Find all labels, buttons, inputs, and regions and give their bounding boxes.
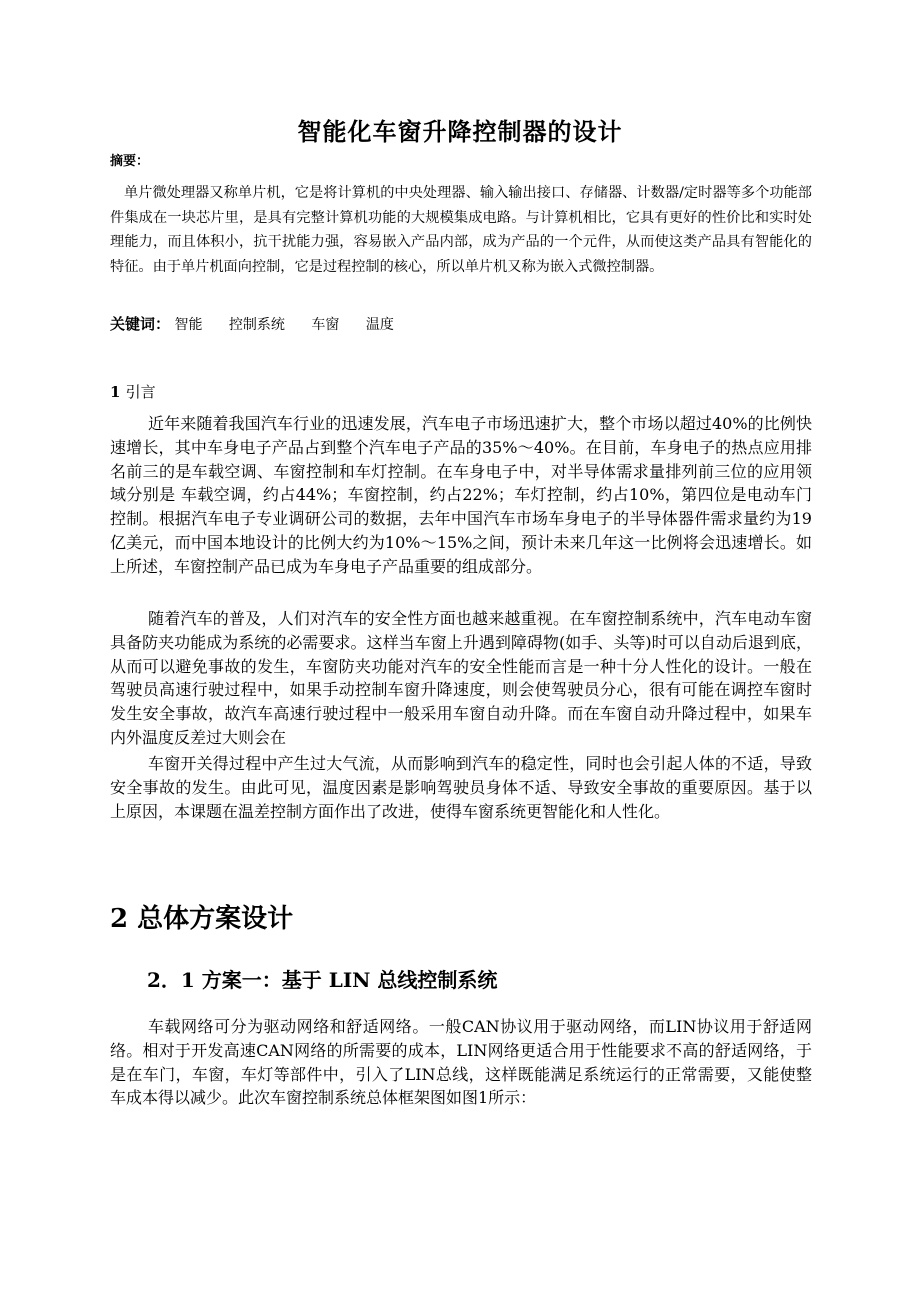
abstract-label: 摘要： — [110, 154, 150, 169]
section1-paragraph: 随着汽车的普及，人们对汽车的安全性方面也越来越重视。在车窗控制系统中，汽车电动车窗具备防夹功能成为系统的必需要求。这样当车窗上升遇到障碍物(如手、头等)时可以自动后退到底，从而可以避免事故的发生，车窗防夹功能对汽车的安全性能而言是一种十分人性化的设计。一般在驾驶员高速行驶过程中，如果手动控制车窗升降速度，则会使驾驶员分心，很有可能在调控车窗时发生安全事故，故汽车高速行驶过程中一般采用车窗自动升降。而在车窗自动升降过程中，如果车内外温度反差过大则会在 — [110, 609, 812, 747]
section2-heading: 2 总体方案设计 — [110, 904, 294, 934]
section2-1-paragraph: 车载网络可分为驱动网络和舒适网络。一般CAN协议用于驱动网络，而LIN协议用于舒适网络。相对于开发高速CAN网络的所需要的成本，LIN网络更适合用于性能要求不高的舒适网络，于是在车门，车窗，车灯等部件中，引入了LIN总线，这样既能满足系统运行的正常需要，又能使整车成本得以减少。此次车窗控制系统总体框架图如图1所示： — [110, 1017, 812, 1108]
section1-paragraph: 近年来随着我国汽车行业的迅速发展，汽车电子市场迅速扩大，整个市场以超过40%的比例快速增长，其中车身电子产品占到整个汽车电子产品的35%～40%。在目前，车身电子的热点应用排名前三的是车载空调、车窗控制和车灯控制。在车身电子中，对半导体需求量排列前三位的应用领域分别是 车载空调，约占44%；车窗控制，约占22%；车灯控制，约占10%，第四位是电动车门控制。根据汽车电子专业调研公司的数据，去年中国汽车市场车身电子的半导体器件需求量约为19亿美元，而中国本地设计的比例大约为10%～15%之间，预计未来几年这一比例将会迅速增长。如上所述，车窗控制产品已成为车身电子产品重要的组成部分。 — [110, 414, 812, 576]
keyword-item: 车窗 — [311, 317, 340, 333]
section1-number: 1 — [110, 383, 121, 401]
section1-paragraph: 车窗开关得过程中产生过大气流，从而影响到汽车的稳定性，同时也会引起人体的不适，导致安全事故的发生。由此可见，温度因素是影响驾驶员身体不适、导致安全事故的重要原因。基于以上原因，本课题在温差控制方面作出了改进，使得车窗系统更智能化和人性化。 — [110, 754, 812, 821]
keyword-item: 温度 — [365, 317, 394, 333]
keyword-item: 控制系统 — [228, 317, 285, 333]
section1-heading — [110, 381, 156, 402]
keywords-line — [110, 313, 416, 334]
keyword-item: 智能 — [174, 317, 203, 333]
abstract-text: 单片微处理器又称单片机，它是将计算机的中央处理器、输入输出接口、存储器、计数器/定时器等多个功能部件集成在一块芯片里，是具有完整计算机功能的大规模集成电路。与计算机相比，它具有更好的性价比和实时处理能力，而且体积小，抗干扰能力强，容易嵌入产品内部，成为产品的一个元件，从而使这类产品具有智能化的特征。由于单片机面向控制，它是过程控制的核心，所以单片机又称为嵌入式微控制器。 — [110, 185, 812, 275]
document-title: 智能化车窗升降控制器的设计 — [297, 118, 623, 146]
section1-title: 引言 — [125, 383, 156, 401]
section2-1-heading: 2．1 方案一：基于 LIN 总线控制系统 — [147, 968, 498, 992]
keywords-label: 关键词： — [110, 315, 171, 333]
